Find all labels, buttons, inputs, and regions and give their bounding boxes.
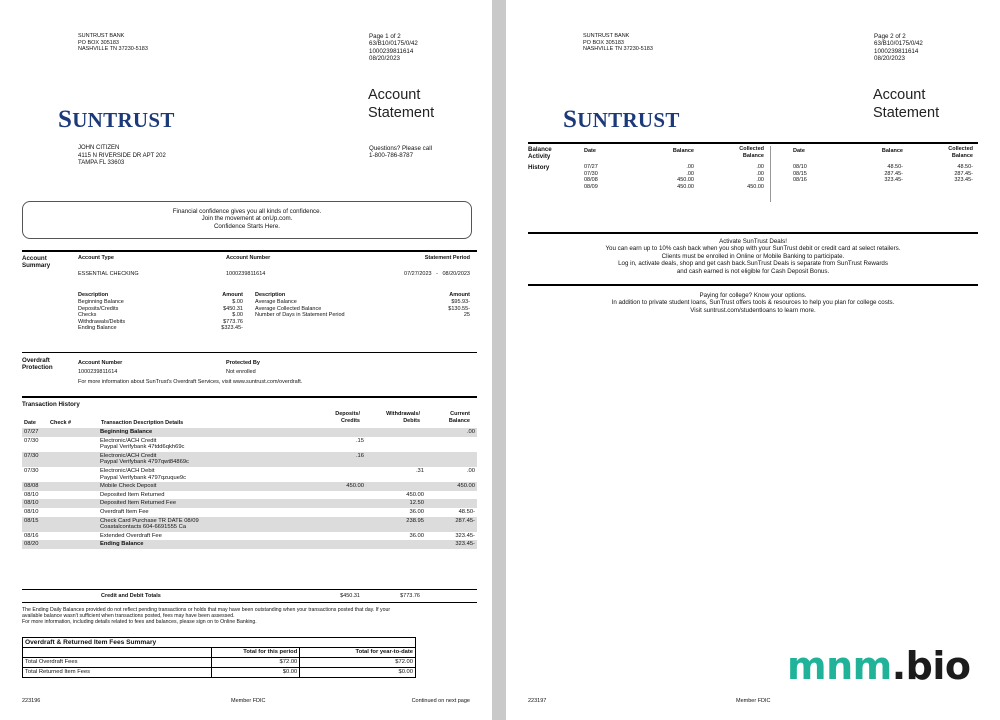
summary-amount: $.00	[232, 299, 243, 305]
transaction-balance: .00	[426, 428, 477, 437]
statement-meta: Page 2 of 2 63/B10/0175/0/42 1000239811614 08/20/2023	[874, 33, 923, 63]
balance-activity-left: Date Balance Collected Balance 07/27 .00 .00 07/30 .00 .00 08/08 450.00 .00 08/09 450.00 450.00	[584, 146, 764, 190]
divider	[528, 232, 978, 234]
summary-description: Ending Balance	[78, 325, 117, 332]
summary-description: Beginning Balance	[78, 299, 124, 305]
bank-city: NASHVILLE TN 37230-5183	[78, 46, 148, 53]
summary-right-table: Description Amount Average Balance $95.93- Average Collected Balance $130.55- Number of Days in Statement Period 25	[255, 292, 470, 319]
transaction-date: 08/10	[22, 491, 48, 500]
activity-date: 08/16	[793, 177, 807, 184]
statement-period-header: Statement Period	[424, 255, 470, 261]
transaction-history-title: Transaction History	[22, 401, 80, 408]
col-date-header: Date	[24, 420, 36, 426]
transaction-row	[22, 540, 477, 549]
document-title: Account Statement	[368, 87, 435, 121]
account-type-header: Account Type	[78, 255, 114, 261]
transaction-balance	[426, 499, 477, 508]
fees-row	[23, 658, 416, 668]
transaction-description: Electronic/ACH Credit Paypal Verifybank 4797qwt84869c	[98, 452, 316, 467]
transaction-row	[22, 532, 477, 541]
statement-date: 08/20/2023	[369, 55, 400, 63]
summary-description: Average Collected Balance	[255, 305, 322, 312]
transaction-row	[22, 499, 477, 508]
transaction-description: Deposited Item Returned Fee	[98, 499, 316, 508]
transaction-balance: 323.45-	[426, 532, 477, 541]
transaction-description: Deposited Item Returned	[98, 491, 316, 500]
footer-code: 223196	[22, 698, 41, 704]
page-number: Page 2 of 2	[874, 33, 906, 40]
transaction-deposit	[316, 491, 366, 500]
balance-activity-right: Date Balance Collected Balance 08/10 48.50- 48.50- 08/15 287.45- 287.45- 08/16 323.45- 323.45-	[793, 146, 973, 184]
protected-by-header: Protected By	[226, 360, 260, 366]
fees-period-value: $72.00	[212, 658, 300, 668]
activity-balance: .00	[686, 164, 694, 170]
activity-collected: 287.45-	[954, 170, 973, 177]
account-number: 1000239811614	[226, 271, 266, 277]
deals-notice: Activate SunTrust Deals! You can earn up to 10% cash back when you shop with your SunTrust debit or credit card at select retailers. Clients must be enrolled in Online or Mobile Banking to participate. Log in, activate deals, shop and get cash back.SunTrust Deals is separate from SunTrust Rewards and cash earned is not eligible for Cash Deposit Bonus.	[605, 238, 901, 275]
suntrust-logo: SUNTRUST	[58, 106, 175, 133]
summary-description: Withdrawals/Debits	[78, 318, 126, 325]
transaction-description: Ending Balance	[98, 540, 316, 549]
customer-name: JOHN CITIZEN	[78, 145, 120, 151]
account-type: ESSENTIAL CHECKING	[78, 271, 139, 277]
transaction-date: 07/30	[22, 437, 48, 452]
summary-row	[78, 299, 243, 306]
divider	[528, 142, 978, 144]
summary-row	[255, 312, 470, 319]
transaction-balance: .00	[426, 467, 477, 482]
transaction-withdrawal: 36.00	[366, 508, 426, 517]
transaction-check	[48, 508, 98, 517]
summary-amount: 25	[463, 312, 470, 319]
account-summary-label: Account Summary	[22, 255, 51, 270]
transaction-deposit	[316, 499, 366, 508]
continued-note: Continued on next page	[411, 698, 470, 704]
transaction-date: 08/08	[22, 482, 48, 491]
bank-address: SUNTRUST BANK PO BOX 305183 NASHVILLE TN 37230-5183	[583, 33, 653, 53]
transaction-row	[22, 482, 477, 491]
col-balance-header: Current Balance	[448, 411, 470, 424]
summary-amount: $130.55-	[448, 305, 470, 312]
activity-date: 08/09	[584, 183, 598, 190]
transaction-check	[48, 499, 98, 508]
transaction-withdrawal: .31	[366, 467, 426, 482]
transaction-table	[22, 428, 477, 549]
transaction-withdrawal: 12.50	[366, 499, 426, 508]
customer-address	[78, 145, 166, 168]
transaction-row	[22, 467, 477, 482]
transaction-date: 07/30	[22, 452, 48, 467]
transaction-deposit: .15	[316, 437, 366, 452]
overdraft-protection-label: Overdraft Protection	[22, 357, 53, 372]
transaction-balance	[426, 437, 477, 452]
fees-ytd-value: $0.00	[300, 668, 416, 678]
summary-amount: $.00	[232, 312, 243, 319]
transaction-date: 07/27	[22, 428, 48, 437]
transaction-row	[22, 508, 477, 517]
summary-description: Checks	[78, 312, 97, 319]
transaction-check	[48, 428, 98, 437]
transaction-deposit	[316, 532, 366, 541]
summary-row	[78, 319, 243, 326]
activity-date: 08/15	[793, 170, 807, 177]
transaction-check	[48, 437, 98, 452]
transaction-date: 08/20	[22, 540, 48, 549]
transaction-balance	[426, 452, 477, 467]
suntrust-logo: SUNTRUST	[563, 106, 680, 133]
divider	[22, 589, 477, 590]
activity-date: 08/10	[793, 164, 807, 170]
divider	[22, 352, 477, 353]
summary-row	[255, 299, 470, 306]
transaction-withdrawal	[366, 452, 426, 467]
transaction-check	[48, 452, 98, 467]
transaction-row	[22, 428, 477, 437]
transaction-description: Electronic/ACH Credit Paypal Verifybank 47tdd6qkh69c	[98, 437, 316, 452]
transaction-date: 08/16	[22, 532, 48, 541]
transaction-deposit: .16	[316, 452, 366, 467]
activity-collected: .00	[756, 177, 764, 184]
bank-name: SUNTRUST BANK	[78, 33, 125, 39]
document-title: Account Statement	[873, 87, 940, 121]
activity-collected: 323.45-	[954, 177, 973, 184]
transaction-withdrawal	[366, 482, 426, 491]
balance-activity-row	[793, 164, 975, 171]
activity-date: 08/08	[584, 177, 598, 184]
customer-street: 4115 N RIVERSIDE DR APT 202	[78, 152, 166, 159]
balance-activity-row	[584, 171, 766, 178]
statement-code: 63/B10/0175/0/42	[369, 40, 418, 48]
divider	[528, 284, 978, 286]
summary-row	[78, 325, 243, 332]
transaction-row	[22, 437, 477, 452]
member-fdic: Member FDIC	[736, 698, 771, 704]
transaction-row	[22, 452, 477, 467]
transaction-balance: 48.50-	[426, 508, 477, 517]
college-notice: Paying for college? Know your options. In addition to private student loans, SunTrust offers tools & resources to help you plan for college costs. Visit suntrust.com/studentloans to learn more.	[611, 292, 895, 314]
overdraft-note: For more information about SunTrust's Overdraft Services, visit www.suntrust.com/overdraft.	[78, 379, 303, 385]
questions-contact: Questions? Please call 1-800-786-8787	[369, 145, 432, 160]
activity-balance: 450.00	[677, 177, 694, 184]
activity-collected: .00	[756, 170, 764, 177]
transaction-description: Mobile Check Deposit	[98, 482, 316, 491]
activity-collected: 48.50-	[957, 164, 973, 170]
col-deposits-header: Deposits/ Credits	[335, 411, 360, 424]
activity-date: 07/27	[584, 164, 598, 170]
summary-left-table: Description Amount Beginning Balance $.00 Deposits/Credits $450.31 Checks $.00 Withdrawals/Debits $773.76 Ending Balance $323.45-	[78, 292, 243, 332]
transaction-balance: 323.45-	[426, 540, 477, 549]
summary-description: Average Balance	[255, 299, 297, 305]
balance-activity-row	[584, 184, 766, 191]
transaction-check	[48, 467, 98, 482]
summary-amount: $773.76	[223, 318, 243, 325]
summary-description: Number of Days in Statement Period	[255, 312, 345, 319]
transaction-deposit	[316, 517, 366, 532]
summary-amount: $450.31	[223, 305, 243, 312]
account-number-header: Account Number	[226, 255, 271, 261]
overdraft-account-header: Account Number	[78, 360, 123, 366]
transaction-withdrawal	[366, 428, 426, 437]
summary-amount: $95.93-	[451, 299, 470, 305]
summary-row	[78, 312, 243, 319]
statement-page-2	[506, 0, 1000, 720]
divider	[22, 250, 477, 252]
footer-code: 223197	[528, 698, 547, 704]
transaction-date: 08/15	[22, 517, 48, 532]
balance-activity-row	[584, 164, 766, 171]
col-check-header: Check #	[50, 420, 72, 426]
fees-ytd-value: $72.00	[300, 658, 416, 668]
activity-balance: .00	[686, 170, 694, 177]
transaction-balance	[426, 491, 477, 500]
statement-period: 07/27/2023 - 08/20/2023	[404, 271, 470, 277]
transaction-deposit	[316, 428, 366, 437]
watermark-logo: mnm.bio	[787, 644, 971, 688]
fees-summary-title: Overdraft & Returned Item Fees Summary	[23, 638, 416, 648]
transaction-withdrawal	[366, 437, 426, 452]
summary-amount: $323.45-	[221, 325, 243, 332]
transaction-date: 08/10	[22, 499, 48, 508]
meta-account-number: 1000239811614	[369, 47, 414, 55]
transaction-date: 07/30	[22, 467, 48, 482]
statement-page-1	[0, 0, 492, 720]
transaction-description: Beginning Balance	[98, 428, 316, 437]
col-withdrawals-header: Withdrawals/ Debits	[386, 411, 420, 424]
activity-collected: .00	[756, 164, 764, 170]
transaction-check	[48, 517, 98, 532]
transaction-description: Electronic/ACH Debit Paypal Verifybank 4797qzuque9c	[98, 467, 316, 482]
transaction-withdrawal: 36.00	[366, 532, 426, 541]
col-description-header: Transaction Description Details	[101, 420, 184, 426]
transaction-withdrawal: 238.95	[366, 517, 426, 532]
transaction-description: Check Card Purchase TR DATE 08/09 Coastalcontacts 604-6691555 Ca	[98, 517, 316, 532]
transaction-check	[48, 540, 98, 549]
activity-balance: 48.50-	[887, 164, 903, 170]
fees-label: Total Overdraft Fees	[23, 658, 212, 668]
activity-balance: 450.00	[677, 183, 694, 190]
totals-deposits: $450.31	[340, 593, 360, 599]
phone-number: 1-800-786-8787	[369, 152, 414, 160]
transaction-withdrawal: 450.00	[366, 491, 426, 500]
bank-box: PO BOX 305183	[78, 39, 119, 46]
activity-date: 07/30	[584, 170, 598, 177]
transaction-description: Extended Overdraft Fee	[98, 532, 316, 541]
fees-period-header: Total for this period	[212, 648, 300, 658]
protected-by-value: Not enrolled	[226, 369, 256, 375]
transaction-description: Overdraft Item Fee	[98, 508, 316, 517]
transaction-deposit	[316, 467, 366, 482]
balance-disclaimer: The Ending Daily Balances provided do not reflect pending transactions or holds that may have been outstanding when your transactions posted that day. If your available balance wasn't sufficient when transactions posted, fees may have been assessed. For more information, including details related to fees and balances, please sign on to Online Banking.	[22, 607, 391, 626]
summary-row	[255, 306, 470, 313]
bank-address	[78, 33, 148, 53]
fees-label: Total Returned Item Fees	[23, 668, 212, 678]
page-number: Page 1 of 2	[369, 33, 401, 40]
transaction-deposit	[316, 540, 366, 549]
summary-description: Deposits/Credits	[78, 305, 119, 312]
transaction-balance: 287.45-	[426, 517, 477, 532]
totals-withdrawals: $773.76	[400, 593, 420, 599]
transaction-check	[48, 532, 98, 541]
fees-summary-table	[22, 637, 416, 678]
transaction-deposit: 450.00	[316, 482, 366, 491]
transaction-check	[48, 491, 98, 500]
fees-row	[23, 668, 416, 678]
activity-collected: 450.00	[747, 183, 764, 190]
summary-row	[78, 306, 243, 313]
fees-ytd-header: Total for year-to-date	[300, 648, 416, 658]
balance-activity-row	[793, 171, 975, 178]
fees-period-value: $0.00	[212, 668, 300, 678]
overdraft-account-number: 1000239811614	[78, 369, 118, 375]
transaction-row	[22, 491, 477, 500]
member-fdic: Member FDIC	[231, 698, 266, 704]
column-divider	[770, 146, 771, 202]
divider	[22, 602, 477, 603]
transaction-deposit	[316, 508, 366, 517]
balance-activity-label: Balance Activity History	[528, 146, 552, 171]
transaction-row	[22, 517, 477, 532]
transaction-balance: 450.00	[426, 482, 477, 491]
statement-meta	[369, 33, 418, 63]
transaction-date: 08/10	[22, 508, 48, 517]
balance-activity-row	[584, 177, 766, 184]
activity-balance: 323.45-	[884, 177, 903, 184]
transaction-check	[48, 482, 98, 491]
activity-balance: 287.45-	[884, 170, 903, 177]
transaction-withdrawal	[366, 540, 426, 549]
totals-label: Credit and Debit Totals	[101, 593, 161, 599]
customer-city: TAMPA FL 33603	[78, 160, 125, 166]
promo-banner: Financial confidence gives you all kinds of confidence. Join the movement at onUp.com. Confidence Starts Here.	[22, 201, 472, 239]
divider	[22, 396, 477, 398]
balance-activity-row	[793, 177, 975, 184]
